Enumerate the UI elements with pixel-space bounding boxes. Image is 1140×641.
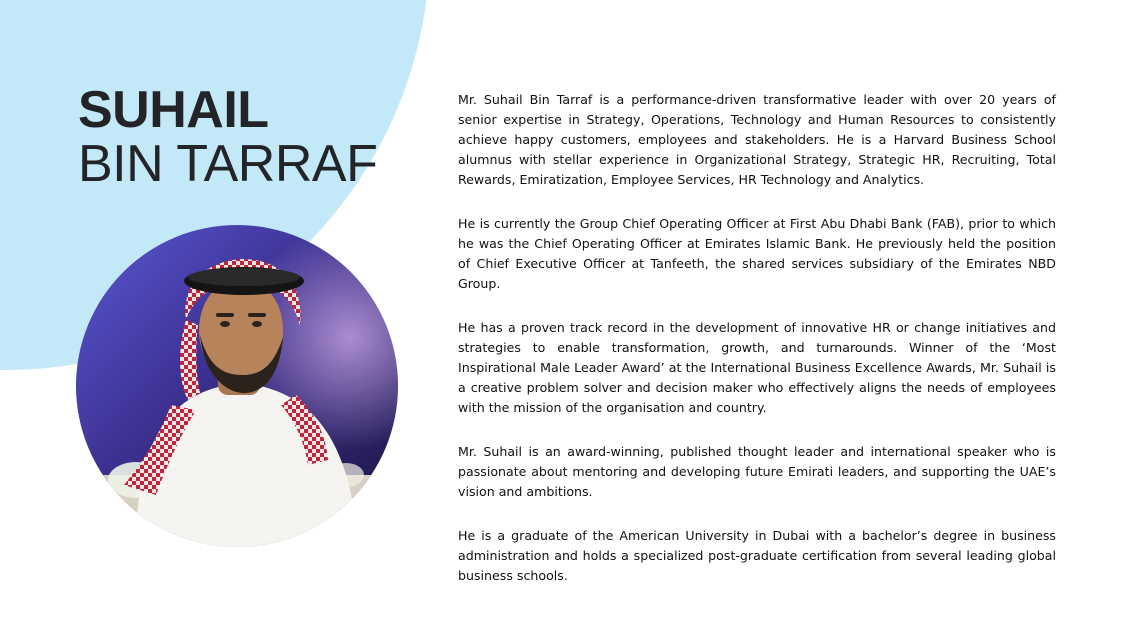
biography	[458, 90, 1056, 610]
bio-paragraph: Mr. Suhail is an award-winning, published thought leader and international speaker who is passionate about mentoring and developing future Emirati leaders, and supporting the UAE’s vision and ambitions.	[458, 444, 1056, 499]
profile-photo	[76, 225, 398, 547]
first-name: SUHAIL	[78, 81, 269, 139]
bio-paragraph: Mr. Suhail Bin Tarraf is a performance-driven transformative leader with over 20 years of senior expertise in Strategy, Operations, Technology and Human Resources to consistently achieve happy customers, employees and stakeholders. He is a Harvard Business School alumnus with stellar experience in Organizational Strategy, Strategic HR, Recruiting, Total Rewards, Emiratization, Employee Services, HR Technology and Analytics.	[458, 92, 1056, 187]
profile-name	[78, 81, 378, 193]
bio-paragraph: He has a proven track record in the development of innovative HR or change initiatives and strategies to enable transformation, growth, and turnarounds. Winner of the ‘Most Inspirational Male Leader Award’ at the International Business Excellence Awards, Mr. Suhail is a creative problem solver and decision maker who effectively aligns the needs of employees with the mission of the organisation and country.	[458, 320, 1056, 415]
bio-paragraph: He is currently the Group Chief Operating Officer at First Abu Dhabi Bank (FAB), prior to which he was the Chief Operating Officer at Emirates Islamic Bank. He previously held the position of Chief Executive Officer at Tanfeeth, the shared services subsidiary of the Emirates NBD Group.	[458, 216, 1056, 291]
bio-paragraph: He is a graduate of the American University in Dubai with a bachelor’s degree in business administration and holds a specialized post-graduate certification from several leading global business schools.	[458, 528, 1056, 583]
last-name: BIN TARRAF	[78, 135, 378, 193]
